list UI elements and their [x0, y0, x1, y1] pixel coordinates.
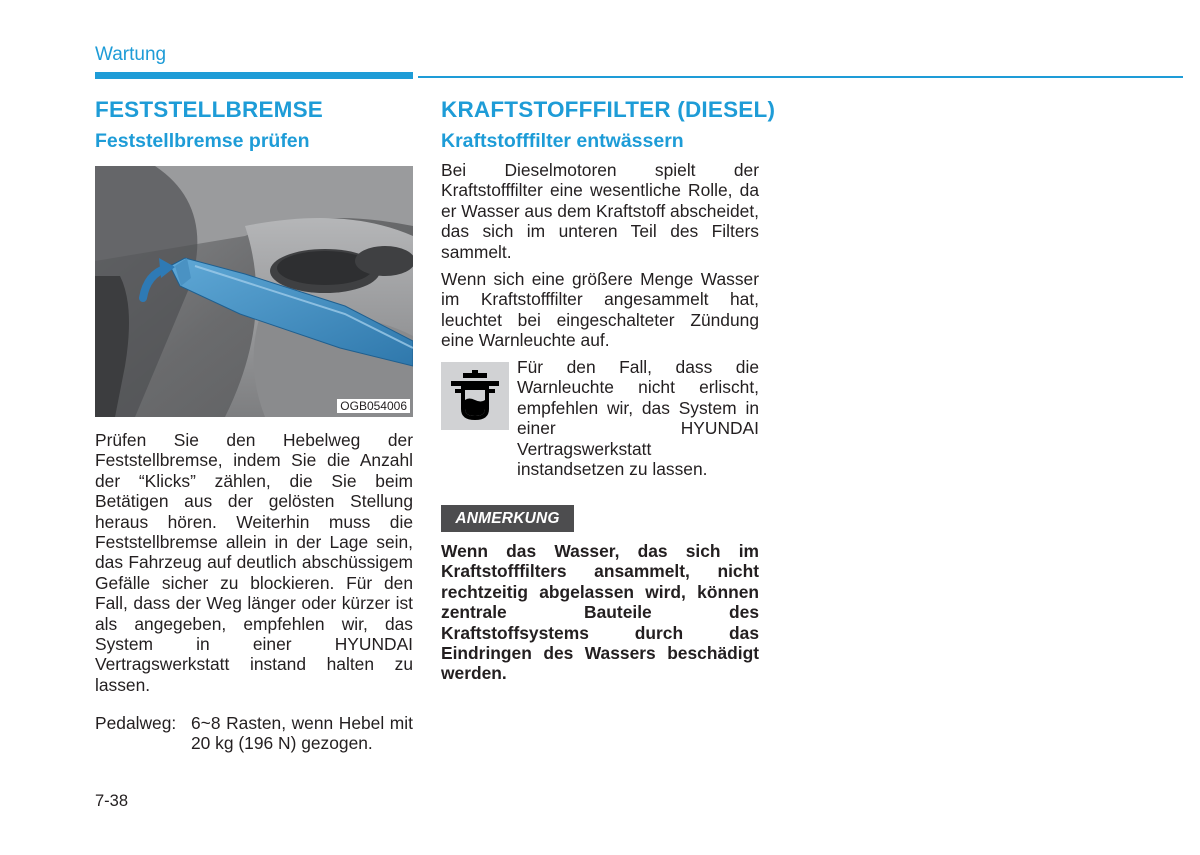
- parking-brake-title: FESTSTELLBREMSE: [95, 97, 324, 122]
- fuel-filter-title: KRAFTSTOFFFILTER (DIESEL): [441, 97, 776, 122]
- note-text: Wenn das Wasser, das sich im Kraftstofffilters ansammelt, nicht rechtzeitig abgelassen wird, können zentrale Bauteile des Kraftstoffsystems durch das Eindringen des Wassers beschädigt werden.: [441, 541, 759, 684]
- parking-brake-figure: [95, 166, 413, 417]
- spec-term: Pedalweg:: [95, 713, 177, 733]
- parking-brake-illustration: [95, 166, 413, 417]
- note-badge: ANMERKUNG: [441, 505, 574, 532]
- header-rule-thick: [95, 72, 413, 79]
- fuel-filter-water-warning-icon: [441, 362, 509, 430]
- fuel-filter-paragraph-1: Bei Dieselmotoren spielt der Kraftstofffilter eine wesentliche Rolle, da er Wasser aus dem Kraftstoff abscheidet, das sich im unteren Teil des Filters sammelt.: [441, 160, 760, 262]
- section-header: Wartung: [95, 44, 167, 65]
- header-rule-thin: [418, 76, 1183, 78]
- parking-brake-paragraph: Prüfen Sie den Hebelweg der Feststellbremse, indem Sie die Anzahl der “Klicks” zählen, die Sie beim Betätigen aus der gelösten Stellung heraus hören. Weiterhin muss die Feststellbremse allein in der Lage sein, das Fahrzeug auf deutlich abschüssigem Gefälle sicher zu blockieren. Für den Fall, dass der Weg länger oder kürzer ist als angegeben, empfehlen wir, das System in einer HYUNDAI Vertragswerkstatt instand halten zu lassen.: [95, 430, 413, 695]
- fuel-filter-paragraph-2: Wenn sich eine größere Menge Wasser im Kraftstofffilter angesammelt hat, leuchtet bei eingeschalteter Zündung eine Warnleuchte auf.: [441, 269, 759, 351]
- warning-icon-text: Für den Fall, dass die Warnleuchte nicht erlischt, empfehlen wir, das System in einer HYUNDAI Vertragswerkstatt instandsetzen zu lassen.: [517, 357, 759, 480]
- fuel-filter-subtitle: Kraftstofffilter entwässern: [441, 130, 684, 152]
- spec-value: 6~8 Rasten, wenn Hebel mit 20 kg (196 N) gezogen.: [191, 713, 413, 754]
- page-number: 7-38: [95, 792, 129, 810]
- figure-code: OGB054006: [337, 399, 410, 413]
- parking-brake-subtitle: Feststellbremse prüfen: [95, 130, 310, 152]
